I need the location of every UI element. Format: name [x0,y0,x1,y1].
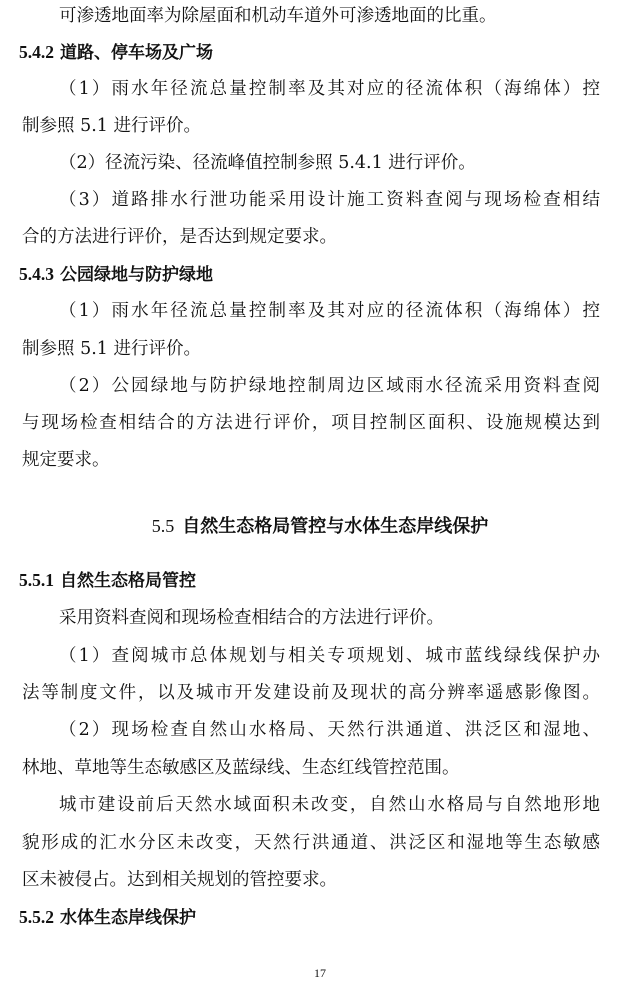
heading-title: 公园绿地与防护绿地 [60,265,213,285]
subsection-heading-5-4-2 [0,40,640,65]
paragraph-line: 采用资料查阅和现场检查相结合的方法进行评价。 [59,608,444,628]
paragraph-line: 区未被侵占。达到相关规划的管控要求。 [22,870,337,890]
heading-number: 5.4.3 [19,264,54,284]
subsection-heading-5-4-3 [0,262,640,287]
section-title-5-5 [0,514,640,539]
paragraph-line: 可渗透地面率为除屋面和机动车道外可渗透地面的比重。 [59,6,497,26]
paragraph-line: 规定要求。 [22,450,110,470]
subsection-heading-5-5-1 [0,568,640,593]
heading-title: 道路、停车场及广场 [60,43,213,63]
paragraph-line: （2）径流污染、径流峰值控制参照 5.4.1 进行评价。 [59,153,476,173]
section-number: 5.5 [151,516,175,536]
page-number: 17 [314,966,326,980]
paragraph-line: 法等制度文件，以及城市开发建设前及现状的高分辨率遥感影像图。 [22,683,600,703]
paragraph-line: （2）现场检查自然山水格局、天然行洪通道、洪泛区和湿地、 [59,720,600,740]
heading-title: 自然生态格局管控 [60,571,196,591]
heading-number: 5.5.1 [19,570,54,590]
heading-title: 水体生态岸线保护 [60,908,196,928]
section-title-text: 自然生态格局管控与水体生态岸线保护 [182,516,489,537]
paragraph-line: （1）雨水年径流总量控制率及其对应的径流体积（海绵体）控 [59,79,600,99]
heading-number: 5.4.2 [19,42,54,62]
paragraph-line: 合的方法进行评价，是否达到规定要求。 [22,227,337,247]
paragraph-line: （1）雨水年径流总量控制率及其对应的径流体积（海绵体）控 [59,301,600,321]
paragraph-line: 林地、草地等生态敏感区及蓝绿线、生态红线管控范围。 [22,758,460,778]
paragraph-line: 制参照 5.1 进行评价。 [22,116,201,136]
paragraph-line: 与现场检查相结合的方法进行评价，项目控制区面积、设施规模达到 [22,413,600,433]
paragraph-line: 貌形成的汇水分区未改变，天然行洪通道、洪泛区和湿地等生态敏感 [22,833,600,853]
paragraph-line: （1）查阅城市总体规划与相关专项规划、城市蓝线绿线保护办 [59,646,600,666]
paragraph-line: 城市建设前后天然水域面积未改变，自然山水格局与自然地形地 [59,795,600,815]
subsection-heading-5-5-2 [0,905,640,930]
paragraph-line: （3）道路排水行泄功能采用设计施工资料查阅与现场检查相结 [59,190,600,210]
heading-number: 5.5.2 [19,907,54,927]
paragraph-line: （2）公园绿地与防护绿地控制周边区域雨水径流采用资料查阅 [59,376,600,396]
paragraph-line: 制参照 5.1 进行评价。 [22,339,201,359]
